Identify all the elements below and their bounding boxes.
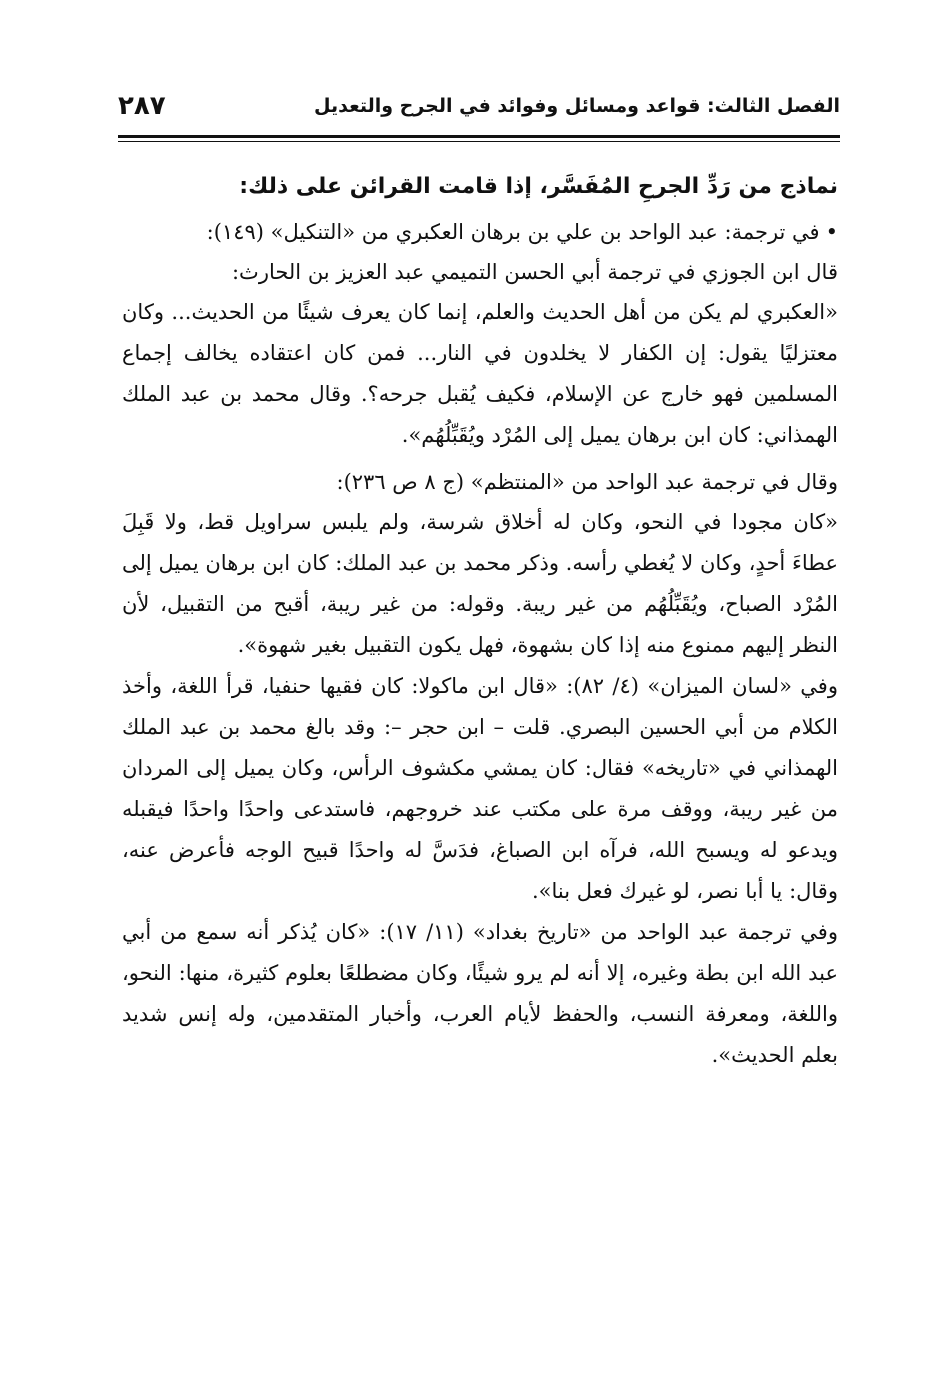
paragraph-muntazam-ref: وقال في ترجمة عبد الواحد من «المنتظم» (ج ٨ ص ٢٣٦):: [336, 470, 838, 494]
quote-muntazam: «كان مجودا في النحو، وكان له أخلاق شرسة، ولم يلبس سراويل قط، ولا قَبِلَ عطاءَ أحدٍ، وكان لا يُغطي رأسه. وذكر محمد بن عبد الملك: كان ابن برهان يميل إلى المُرْد الصباح، ويُقَبِّلُهُم من غير ريبة. وقوله: من غير ريبة، أقبح من التقبيل، لأن النظر إليهم ممنوع منه إذا كان بشهوة، فهل يكون التقبيل بغير شهوة».: [122, 510, 838, 657]
bullet-paragraph: [122, 212, 838, 252]
bullet-icon: •: [825, 220, 838, 244]
page-number: ٢٨٧: [118, 91, 166, 121]
page-body: [122, 162, 838, 1076]
header-rule-thick: [118, 135, 840, 138]
chapter-title: الفصل الثالث: قواعد ومسائل وفوائد في الجرح والتعديل: [314, 95, 840, 117]
bullet-paragraph-text: في ترجمة: عبد الواحد بن علي بن برهان العكبري من «التنكيل» (١٤٩):: [206, 220, 820, 244]
quote-akbari: «العكبري لم يكن من أهل الحديث والعلم، إنما كان يعرف شيئًا من الحديث... وكان معتزليًا يقول: إن الكفار لا يخلدون في النار... فمن كان اعتقاده يخالف إجماع المسلمين فهو خارج عن الإسلام، فكيف يُقبل جرحه؟. وقال محمد بن عبد الملك الهمذاني: كان ابن برهان يميل إلى المُرْد ويُقَبِّلُهُم».: [122, 300, 838, 447]
section-heading: نماذج من رَدِّ الجرحِ المُفَسَّر، إذا قامت القرائن على ذلك:: [239, 174, 838, 199]
running-header: [118, 86, 840, 126]
paragraph-lisan-almizan: وفي «لسان الميزان» (٤/ ٨٢): «قال ابن ماكولا: كان فقيها حنفيا، قرأ اللغة، وأخذ الكلام من أبي الحسين البصري. قلت – ابن حجر –: وقد بالغ محمد بن عبد الملك الهمذاني في «تاريخه» فقال: كان يمشي مكشوف الرأس، وكان يميل إلى المردان من غير ريبة، ووقف مرة على مكتب عند خروجهم، فاستدعى واحدًا واحدًا فيقبله ويدعو له ويسبح الله، فرآه ابن الصباغ، فدَسَّ له واحدًا قبيح الوجه فأعرض عنه، وقال: يا أبا نصر، لو غيرك فعل بنا».: [122, 674, 838, 903]
paragraph-tarikh-baghdad: وفي ترجمة عبد الواحد من «تاريخ بغداد» (١١/ ١٧): «كان يُذكر أنه سمع من أبي عبد الله ابن بطة وغيره، إلا أنه لم يرو شيئًا، وكان مضطلعًا بعلوم كثيرة، منها: النحو، واللغة، ومعرفة النسب، والحفظ لأيام العرب، وأخبار المتقدمين، وله إنس شديد بعلم الحديث».: [122, 920, 838, 1067]
paragraph-ibn-aljawzi: قال ابن الجوزي في ترجمة أبي الحسن التميمي عبد العزيز بن الحارث:: [231, 260, 838, 284]
header-rule-thin: [118, 141, 840, 142]
